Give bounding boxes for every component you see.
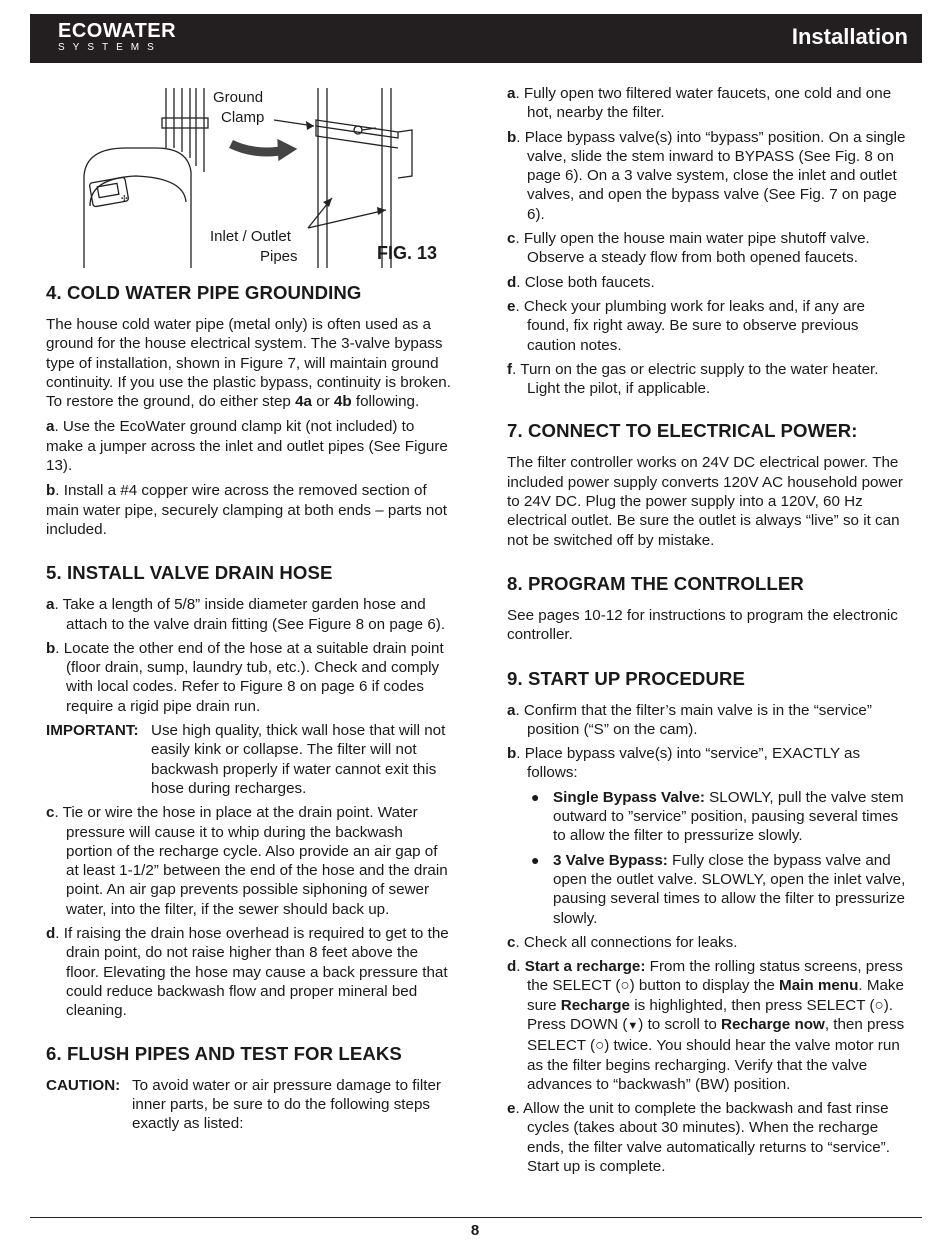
section-9-heading: 9. START UP PROCEDURE bbox=[507, 667, 745, 689]
section-5-step-c: c. Tie or wire the hose in place at the drain point. Water pressure will cause it to whip during the backwash portion of the recharge cycle. Also provide an air gap of at least 1-1/2” between the end of the hose and the drain point. An air gap prevents possible siphoning of sewer water, into the filter, if the sewer should back up. bbox=[46, 804, 448, 918]
section-5-step-d: d. If raising the drain hose overhead is required to get to the drain point, do not raise higher than 8 feet above the floor. Elevating the hose may cause a back pressure that could reduce backwash flow and proper mineral bed cleaning. bbox=[46, 925, 449, 1020]
three-valve-bullet: ● 3 Valve Bypass: Fully close the bypass valve and open the outlet valve. SLOWLY, open the inlet valve, pausing several times to allow the filter to pressurize slowly. bbox=[527, 851, 907, 928]
section-6-step-b: b. Place bypass valve(s) into “bypass” position. On a single valve, slide the stem inward to BYPASS (See Fig. 8 on page 6). On a 3 valve system, close the inlet and outlet valves, and open the bypass valve (See Fig. 7 on page 6). bbox=[507, 128, 906, 223]
single-bypass-bullet: ● Single Bypass Valve: SLOWLY, pull the valve stem outward to ”service” position, pausing several times to allow the filter to pressurize slowly. bbox=[527, 788, 907, 846]
section-9-step-b: b. Place bypass valve(s) into “service”, EXACTLY as follows: bbox=[507, 745, 861, 782]
label-inlet-outlet: Inlet / Outlet bbox=[210, 228, 291, 245]
brand-subtitle: SYSTEMS bbox=[58, 42, 162, 53]
section-6-step-f: f. Turn on the gas or electric supply to the water heater. Light the pilot, if applicable. bbox=[507, 360, 879, 398]
bullet-icon: ● bbox=[531, 851, 540, 868]
ecowater-logo bbox=[58, 20, 176, 54]
page-number: 8 bbox=[470, 1222, 480, 1239]
section-5-step-b: b. Locate the other end of the hose at a suitable drain point (floor drain, sump, laundry tub, etc.). Check and comply with local codes. Refer to Figure 8 on page 6 if codes require a rigid pipe drain run. bbox=[46, 639, 444, 715]
label-clamp: Clamp bbox=[221, 109, 265, 126]
section-6-heading: 6. FLUSH PIPES AND TEST FOR LEAKS bbox=[46, 1042, 402, 1064]
section-7-text: The filter controller works on 24V DC electrical power. The included power supply converts 120V AC household power to 24V DC. Plug the power supply into a 120V, 60 Hz electrical outlet. Be sure the outlet is always “live” so it can not be switched off by mistake. bbox=[507, 454, 903, 549]
down-arrow-icon: ▼ bbox=[627, 1019, 639, 1032]
section-9-step-a: a. Confirm that the filter’s main valve is in the “service” position (“S” on the cam). bbox=[507, 701, 872, 738]
section-4-intro: The house cold water pipe (metal only) is often used as a ground for the house electrical system. The 3-valve bypass type of installation, shown in Figure 7, will maintain ground continuity. If you use the plastic bypass, continuity is broken. To restore the ground, do either step 4a or 4b following. bbox=[46, 316, 451, 411]
section-6-step-a: a. Fully open two filtered water faucets, one cold and one hot, nearby the filter. bbox=[507, 85, 892, 122]
figure-number: FIG. 13 bbox=[377, 243, 438, 263]
bullet-icon: ● bbox=[531, 788, 540, 805]
select-circle-icon: ○ bbox=[595, 1037, 605, 1055]
section-4-step-b: b. Install a #4 copper wire across the removed section of main water pipe, securely clamping at both ends – parts not included. bbox=[46, 482, 448, 538]
section-8-text: See pages 10-12 for instructions to program the electronic controller. bbox=[507, 606, 898, 644]
svg-text:✣: ✣ bbox=[121, 194, 128, 203]
right-column bbox=[507, 84, 907, 1181]
section-8-heading: 8. PROGRAM THE CONTROLLER bbox=[507, 572, 804, 594]
caution-note: CAUTION: To avoid water or air pressure damage to filter inner parts, be sure to do the following steps exactly as listed: bbox=[46, 1076, 441, 1133]
footer-rule bbox=[30, 1217, 922, 1218]
section-5-step-a: a. Take a length of 5/8” inside diameter garden hose and attach to the valve drain fitting (See Figure 8 on page 6). bbox=[46, 596, 446, 633]
section-9-step-d: d. Start a recharge: From the rolling status screens, press the SELECT (○) button to display the Main menu. Make sure Recharge is highlighted, then press SELECT (○). Press DOWN (▼) to scroll to Recharge now, then press SELECT (○) twice. You should hear the valve motor run as the filter begins recharging. Verify that the valve advances to “backwash” (BW) position. bbox=[507, 958, 905, 1093]
section-9-step-e: e. Allow the unit to complete the backwash and fast rinse cycles (takes about 30 minutes). When the recharge ends, the filter valve automatically returns to “service”. Start up is complete. bbox=[507, 1100, 890, 1176]
select-circle-icon: ○ bbox=[620, 977, 630, 995]
section-4-step-a: a. Use the EcoWater ground clamp kit (not included) to make a jumper across the inlet and outlet pipes (See Figure 13). bbox=[46, 418, 448, 475]
select-circle-icon: ○ bbox=[874, 996, 884, 1014]
section-4-heading: 4. COLD WATER PIPE GROUNDING bbox=[46, 282, 362, 303]
section-title: Installation bbox=[791, 24, 908, 49]
left-column bbox=[46, 86, 451, 1138]
section-6-step-c: c. Fully open the house main water pipe shutoff valve. Observe a steady flow from both opened faucets. bbox=[507, 230, 870, 267]
section-7-heading: 7. CONNECT TO ELECTRICAL POWER: bbox=[507, 420, 858, 442]
section-6-step-d: d. Close both faucets. bbox=[507, 273, 655, 291]
section-6-step-e: e. Check your plumbing work for leaks and, if any are found, fix right away. Be sure to observe previous caution notes. bbox=[507, 297, 865, 354]
section-5-heading: 5. INSTALL VALVE DRAIN HOSE bbox=[46, 562, 333, 584]
label-pipes: Pipes bbox=[260, 248, 298, 265]
label-ground: Ground bbox=[213, 89, 264, 106]
brand-name: ECOWATER bbox=[58, 20, 177, 42]
header-bar bbox=[30, 14, 922, 63]
section-9-step-c: c. Check all connections for leaks. bbox=[507, 933, 738, 951]
figure-13 bbox=[46, 86, 451, 274]
important-note: IMPORTANT: Use high quality, thick wall hose that will not easily kink or collapse. The filter will not backwash properly if water cannot exit this hose during recharges. bbox=[46, 722, 446, 797]
